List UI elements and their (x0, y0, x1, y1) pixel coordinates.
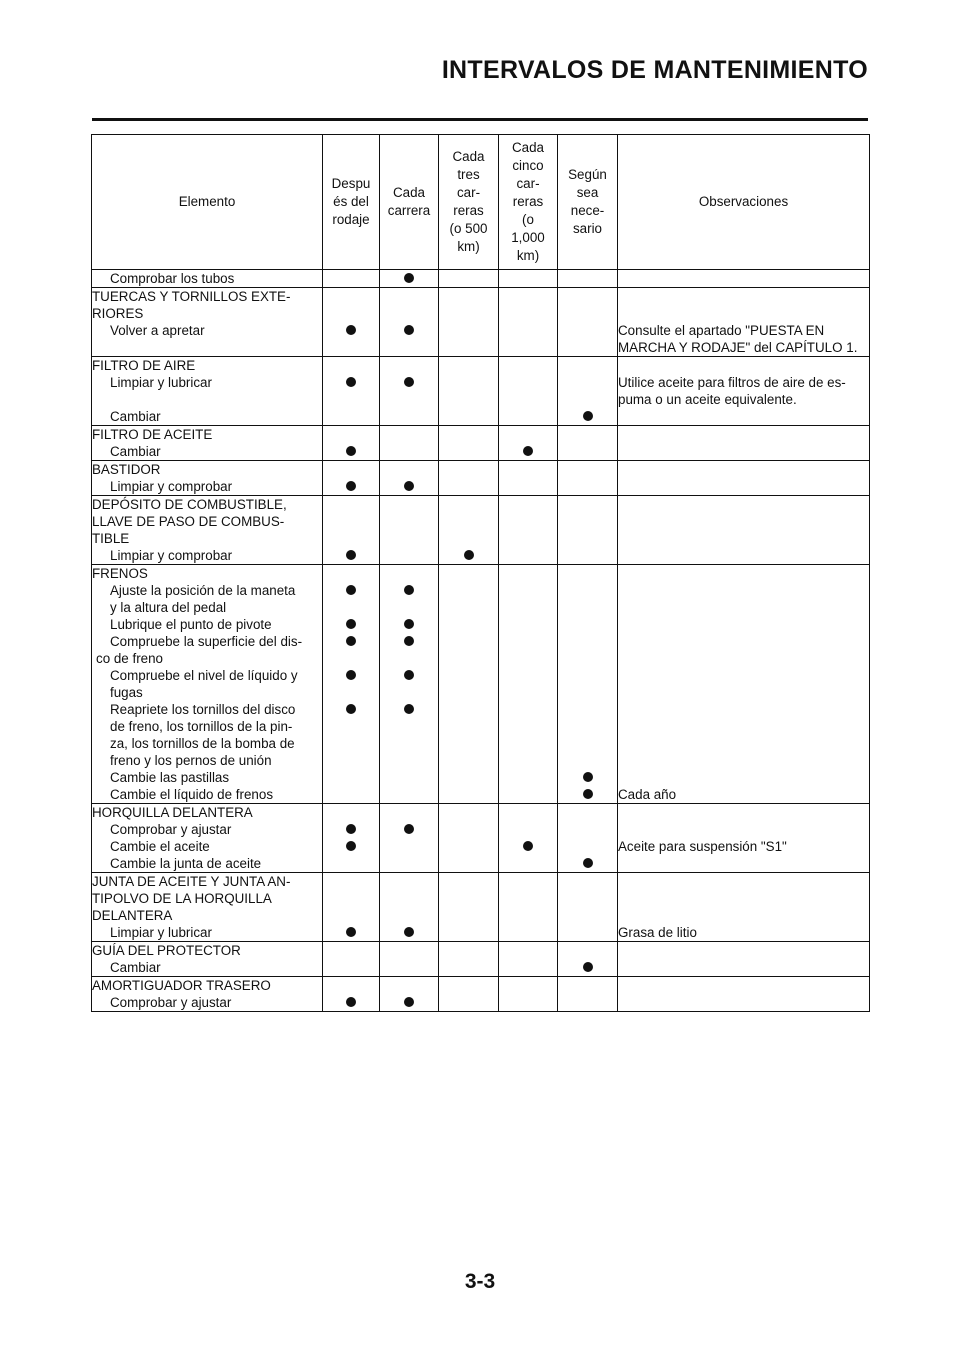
item-action: Cambiar (92, 959, 323, 977)
table-row (92, 804, 870, 822)
observation-cell: Aceite para suspensión "S1" (618, 838, 870, 855)
bullet-dot-icon (346, 481, 356, 491)
interval-cell (499, 374, 558, 408)
item-action: Cambiar (92, 408, 323, 426)
interval-cell (323, 855, 380, 873)
table-row (92, 322, 870, 357)
item-action: Reapriete los tornillos del disco de freno, los tornillos de la pin- za, los tornillos de la bomba de freno y los pernos de unión (92, 701, 323, 769)
interval-cell (558, 270, 618, 288)
interval-cell (499, 461, 558, 479)
bullet-dot-icon (404, 636, 414, 646)
table-group (92, 873, 870, 942)
interval-cell (558, 408, 618, 426)
table-row (92, 977, 870, 995)
bullet-dot-icon (583, 858, 593, 868)
bullet-dot-icon (346, 377, 356, 387)
interval-cell (323, 408, 380, 426)
interval-cell (439, 804, 499, 822)
interval-cell (439, 667, 499, 701)
interval-cell (499, 855, 558, 873)
item-action: Comprobar los tubos (92, 270, 323, 288)
interval-cell (558, 426, 618, 444)
table-row (92, 667, 870, 701)
item-heading: HORQUILLA DELANTERA (92, 804, 323, 822)
interval-cell (323, 701, 380, 769)
interval-cell (439, 443, 499, 461)
item-action: Cambiar (92, 443, 323, 461)
bullet-dot-icon (404, 481, 414, 491)
item-heading: DEPÓSITO DE COMBUSTIBLE, LLAVE DE PASO DE COMBUS- TIBLE (92, 496, 323, 548)
interval-cell (380, 496, 439, 548)
bullet-dot-icon (523, 446, 533, 456)
table-row (92, 288, 870, 323)
table-group (92, 804, 870, 873)
bullet-dot-icon (583, 789, 593, 799)
interval-cell (499, 426, 558, 444)
interval-cell (439, 821, 499, 838)
header-cada-cinco-carreras: Cada cinco car- reras (o 1,000 km) (499, 135, 558, 270)
interval-cell (499, 701, 558, 769)
header-observaciones: Observaciones (618, 135, 870, 270)
interval-cell (380, 942, 439, 960)
interval-cell (439, 786, 499, 804)
table-group (92, 565, 870, 804)
interval-cell (558, 565, 618, 583)
header-despues-rodaje: Despu és del rodaje (323, 135, 380, 270)
interval-cell (323, 443, 380, 461)
bullet-dot-icon (583, 772, 593, 782)
interval-cell (323, 977, 380, 995)
observation-cell (618, 616, 870, 633)
interval-cell (439, 994, 499, 1012)
interval-cell (439, 547, 499, 565)
interval-cell (323, 667, 380, 701)
table-row (92, 270, 870, 288)
bullet-dot-icon (583, 962, 593, 972)
bullet-dot-icon (404, 377, 414, 387)
observation-cell: Grasa de litio (618, 924, 870, 942)
interval-cell (499, 288, 558, 323)
table-group (92, 357, 870, 426)
bullet-dot-icon (404, 670, 414, 680)
interval-cell (558, 443, 618, 461)
observation-cell (618, 994, 870, 1012)
bullet-dot-icon (346, 585, 356, 595)
observation-cell (618, 478, 870, 496)
table-row (92, 582, 870, 616)
bullet-dot-icon (404, 704, 414, 714)
interval-cell (558, 374, 618, 408)
interval-cell (323, 374, 380, 408)
interval-cell (380, 582, 439, 616)
interval-cell (323, 547, 380, 565)
table-row (92, 374, 870, 408)
interval-cell (499, 322, 558, 357)
interval-cell (439, 496, 499, 548)
observation-cell (618, 942, 870, 960)
item-action: Cambie el aceite (92, 838, 323, 855)
observation-cell (618, 408, 870, 426)
table-row (92, 633, 870, 667)
interval-cell (558, 496, 618, 548)
table-group (92, 288, 870, 357)
interval-cell (380, 855, 439, 873)
interval-cell (439, 478, 499, 496)
table-row (92, 408, 870, 426)
observation-cell (618, 873, 870, 925)
item-action: Ajuste la posición de la maneta y la altura del pedal (92, 582, 323, 616)
table-row (92, 443, 870, 461)
observation-cell (618, 270, 870, 288)
bullet-dot-icon (346, 997, 356, 1007)
interval-cell (558, 821, 618, 838)
interval-cell (323, 942, 380, 960)
interval-cell (323, 786, 380, 804)
interval-cell (558, 924, 618, 942)
interval-cell (499, 994, 558, 1012)
interval-cell (323, 616, 380, 633)
interval-cell (380, 322, 439, 357)
observation-cell (618, 357, 870, 375)
maintenance-table (91, 134, 870, 1012)
item-action: Compruebe la superficie del dis- co de freno (92, 633, 323, 667)
item-action: Limpiar y comprobar (92, 547, 323, 565)
interval-cell (323, 838, 380, 855)
interval-cell (323, 357, 380, 375)
interval-cell (558, 667, 618, 701)
interval-cell (380, 426, 439, 444)
bullet-dot-icon (346, 446, 356, 456)
table-row (92, 924, 870, 942)
bullet-dot-icon (464, 550, 474, 560)
observation-cell (618, 443, 870, 461)
observation-cell (618, 701, 870, 769)
item-heading: JUNTA DE ACEITE Y JUNTA AN- TIPOLVO DE LA HORQUILLA DELANTERA (92, 873, 323, 925)
observation-cell (618, 565, 870, 583)
observation-cell (618, 288, 870, 323)
table-row (92, 873, 870, 925)
interval-cell (558, 769, 618, 786)
item-heading: GUÍA DEL PROTECTOR (92, 942, 323, 960)
interval-cell (323, 873, 380, 925)
interval-cell (499, 408, 558, 426)
interval-cell (323, 270, 380, 288)
bullet-dot-icon (583, 411, 593, 421)
observation-cell (618, 855, 870, 873)
bullet-dot-icon (404, 824, 414, 834)
interval-cell (499, 942, 558, 960)
page-number: 3-3 (464, 1270, 496, 1293)
item-action: Limpiar y lubricar (92, 924, 323, 942)
interval-cell (323, 461, 380, 479)
interval-cell (499, 582, 558, 616)
interval-cell (499, 443, 558, 461)
interval-cell (439, 616, 499, 633)
interval-cell (323, 994, 380, 1012)
interval-cell (499, 616, 558, 633)
interval-cell (558, 701, 618, 769)
interval-cell (558, 873, 618, 925)
table-header-row (92, 135, 870, 270)
table-group (92, 270, 870, 288)
table-row (92, 547, 870, 565)
observation-cell (618, 959, 870, 977)
interval-cell (380, 821, 439, 838)
interval-cell (380, 701, 439, 769)
observation-cell (618, 547, 870, 565)
observation-cell: Cada año (618, 786, 870, 804)
table-row (92, 821, 870, 838)
interval-cell (380, 616, 439, 633)
table-row (92, 994, 870, 1012)
interval-cell (380, 633, 439, 667)
observation-cell (618, 633, 870, 667)
header-elemento: Elemento (92, 135, 323, 270)
interval-cell (380, 374, 439, 408)
interval-cell (380, 443, 439, 461)
interval-cell (323, 924, 380, 942)
interval-cell (499, 270, 558, 288)
interval-cell (558, 322, 618, 357)
interval-cell (439, 461, 499, 479)
interval-cell (558, 288, 618, 323)
interval-cell (439, 633, 499, 667)
interval-cell (439, 357, 499, 375)
interval-cell (380, 547, 439, 565)
interval-cell (558, 478, 618, 496)
interval-cell (439, 855, 499, 873)
observation-cell (618, 821, 870, 838)
bullet-dot-icon (346, 550, 356, 560)
item-heading: AMORTIGUADOR TRASERO (92, 977, 323, 995)
interval-cell (558, 461, 618, 479)
interval-cell (499, 357, 558, 375)
observation-cell (618, 582, 870, 616)
interval-cell (439, 582, 499, 616)
interval-cell (323, 821, 380, 838)
interval-cell (380, 924, 439, 942)
interval-cell (499, 977, 558, 995)
item-action: Lubrique el punto de pivote (92, 616, 323, 633)
bullet-dot-icon (404, 585, 414, 595)
interval-cell (499, 838, 558, 855)
item-action: Compruebe el nivel de líquido y fugas (92, 667, 323, 701)
interval-cell (558, 547, 618, 565)
table-group (92, 461, 870, 496)
interval-cell (380, 408, 439, 426)
observation-cell: Utilice aceite para filtros de aire de es- puma o un aceite equivalente. (618, 374, 870, 408)
table-group (92, 977, 870, 1012)
interval-cell (323, 633, 380, 667)
interval-cell (380, 288, 439, 323)
interval-cell (380, 478, 439, 496)
interval-cell (323, 426, 380, 444)
interval-cell (558, 357, 618, 375)
item-action: Volver a apretar (92, 322, 323, 357)
observation-cell (618, 804, 870, 822)
observation-cell (618, 461, 870, 479)
interval-cell (380, 994, 439, 1012)
interval-cell (439, 426, 499, 444)
interval-cell (380, 769, 439, 786)
item-heading: FRENOS (92, 565, 323, 583)
interval-cell (323, 565, 380, 583)
interval-cell (439, 288, 499, 323)
interval-cell (499, 959, 558, 977)
item-heading: TUERCAS Y TORNILLOS EXTE- RIORES (92, 288, 323, 323)
interval-cell (499, 496, 558, 548)
interval-cell (323, 496, 380, 548)
bullet-dot-icon (346, 670, 356, 680)
interval-cell (439, 942, 499, 960)
observation-cell (618, 496, 870, 548)
header-cada-tres-carreras: Cada tres car- reras (o 500 km) (439, 135, 499, 270)
interval-cell (558, 994, 618, 1012)
interval-cell (558, 977, 618, 995)
bullet-dot-icon (346, 325, 356, 335)
table-group (92, 496, 870, 565)
bullet-dot-icon (346, 927, 356, 937)
interval-cell (380, 804, 439, 822)
item-action: Cambie las pastillas (92, 769, 323, 786)
table-row (92, 565, 870, 583)
interval-cell (499, 769, 558, 786)
interval-cell (499, 924, 558, 942)
interval-cell (380, 667, 439, 701)
interval-cell (439, 873, 499, 925)
interval-cell (558, 855, 618, 873)
interval-cell (499, 786, 558, 804)
interval-cell (380, 786, 439, 804)
interval-cell (439, 701, 499, 769)
interval-cell (323, 322, 380, 357)
table-row (92, 769, 870, 786)
observation-cell (618, 977, 870, 995)
item-heading: BASTIDOR (92, 461, 323, 479)
table-row (92, 461, 870, 479)
bullet-dot-icon (404, 997, 414, 1007)
interval-cell (323, 478, 380, 496)
interval-cell (380, 565, 439, 583)
table-group (92, 426, 870, 461)
interval-cell (380, 977, 439, 995)
interval-cell (499, 821, 558, 838)
header-segun-sea-necesario: Según sea nece- sario (558, 135, 618, 270)
table-row (92, 959, 870, 977)
interval-cell (558, 959, 618, 977)
header-cada-carrera: Cada carrera (380, 135, 439, 270)
table-row (92, 786, 870, 804)
interval-cell (439, 959, 499, 977)
table-row (92, 701, 870, 769)
interval-cell (439, 924, 499, 942)
observation-cell (618, 667, 870, 701)
bullet-dot-icon (346, 619, 356, 629)
bullet-dot-icon (404, 325, 414, 335)
observation-cell (618, 769, 870, 786)
interval-cell (558, 633, 618, 667)
interval-cell (439, 565, 499, 583)
bullet-dot-icon (346, 824, 356, 834)
table-row (92, 855, 870, 873)
item-heading: FILTRO DE ACEITE (92, 426, 323, 444)
interval-cell (380, 959, 439, 977)
table-row (92, 496, 870, 548)
bullet-dot-icon (404, 273, 414, 283)
interval-cell (380, 873, 439, 925)
interval-cell (323, 769, 380, 786)
interval-cell (380, 357, 439, 375)
bullet-dot-icon (404, 927, 414, 937)
interval-cell (558, 786, 618, 804)
bullet-dot-icon (523, 841, 533, 851)
interval-cell (558, 838, 618, 855)
observation-cell (618, 426, 870, 444)
bullet-dot-icon (346, 704, 356, 714)
interval-cell (558, 804, 618, 822)
interval-cell (439, 769, 499, 786)
interval-cell (439, 270, 499, 288)
title-rule (92, 118, 868, 121)
table-row (92, 616, 870, 633)
interval-cell (323, 288, 380, 323)
observation-cell: Consulte el apartado "PUESTA EN MARCHA Y RODAJE" del CAPÍTULO 1. (618, 322, 870, 357)
item-action: Comprobar y ajustar (92, 821, 323, 838)
interval-cell (499, 547, 558, 565)
table-row (92, 357, 870, 375)
interval-cell (439, 374, 499, 408)
interval-cell (499, 873, 558, 925)
interval-cell (380, 838, 439, 855)
interval-cell (439, 322, 499, 357)
bullet-dot-icon (346, 841, 356, 851)
item-action: Cambie el líquido de frenos (92, 786, 323, 804)
interval-cell (558, 942, 618, 960)
item-action: Comprobar y ajustar (92, 994, 323, 1012)
item-action: Limpiar y lubricar (92, 374, 323, 408)
item-action: Cambie la junta de aceite (92, 855, 323, 873)
table-row (92, 478, 870, 496)
interval-cell (499, 633, 558, 667)
interval-cell (499, 478, 558, 496)
interval-cell (380, 461, 439, 479)
item-heading: FILTRO DE AIRE (92, 357, 323, 375)
table-row (92, 838, 870, 855)
interval-cell (499, 667, 558, 701)
table-group (92, 942, 870, 977)
interval-cell (323, 804, 380, 822)
bullet-dot-icon (404, 619, 414, 629)
table-row (92, 942, 870, 960)
bullet-dot-icon (346, 636, 356, 646)
item-action: Limpiar y comprobar (92, 478, 323, 496)
interval-cell (439, 408, 499, 426)
page-title: INTERVALOS DE MANTENIMIENTO (441, 56, 868, 84)
interval-cell (439, 838, 499, 855)
interval-cell (323, 582, 380, 616)
table-row (92, 426, 870, 444)
interval-cell (499, 565, 558, 583)
interval-cell (323, 959, 380, 977)
interval-cell (380, 270, 439, 288)
interval-cell (499, 804, 558, 822)
interval-cell (558, 616, 618, 633)
interval-cell (439, 977, 499, 995)
interval-cell (558, 582, 618, 616)
